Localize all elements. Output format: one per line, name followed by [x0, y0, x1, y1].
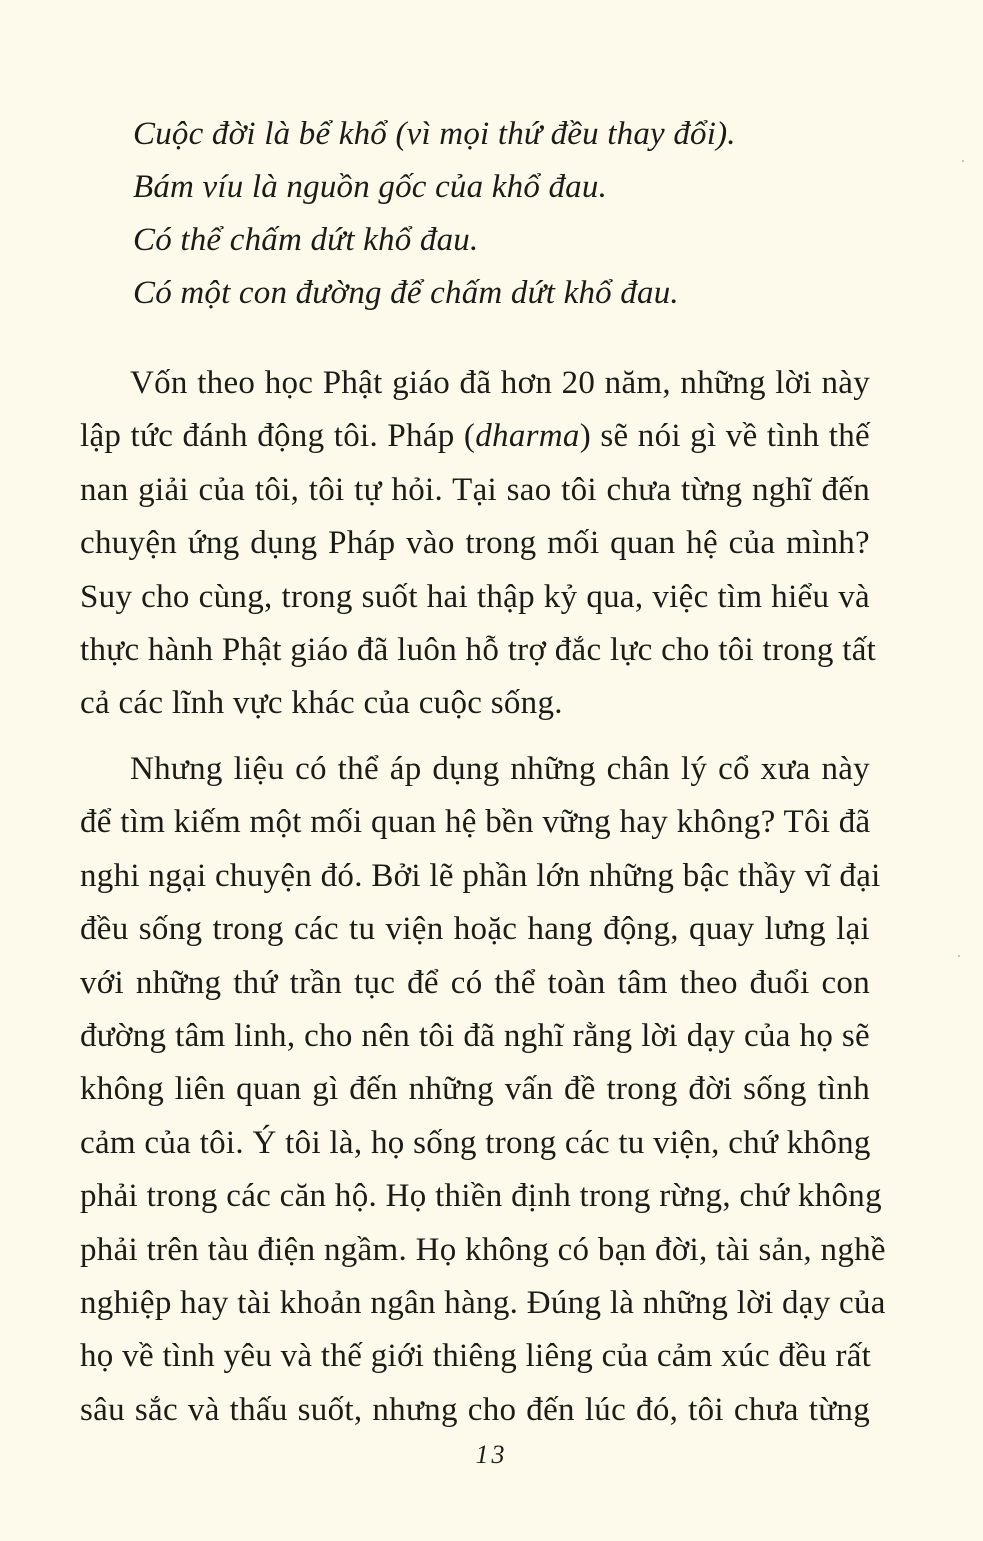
- paragraph-line: nghiệp hay tài khoản ngân hàng. Đúng là những lời dạy của: [80, 1285, 886, 1322]
- paragraph-line: đường tâm linh, cho nên tôi đã nghĩ rằng lời dạy của họ sẽ: [80, 1018, 870, 1055]
- paper-speck: [958, 955, 960, 957]
- paragraph-line: phải trên tàu điện ngầm. Họ không có bạn đời, tài sản, nghề: [80, 1231, 886, 1268]
- verse-line: Có một con đường để chấm dứt khổ đau.: [133, 275, 679, 311]
- paragraph-line: phải trong các căn hộ. Họ thiền định trong rừng, chứ không: [80, 1178, 882, 1215]
- dharma-term: dharma: [475, 418, 580, 455]
- verse-line: Cuộc đời là bể khổ (vì mọi thứ đều thay đổi).: [133, 116, 736, 152]
- paragraph-line: nghi ngại chuyện đó. Bởi lẽ phần lớn những bậc thầy vĩ đại: [80, 857, 881, 894]
- paragraph-line: cả các lĩnh vực khác của cuộc sống.: [80, 685, 563, 722]
- page-number: 13: [475, 1440, 508, 1469]
- paragraph-line: chuyện ứng dụng Pháp vào trong mối quan hệ của mình?: [80, 525, 870, 562]
- verse-block: [133, 108, 893, 320]
- paragraph-line: Nhưng liệu có thể áp dụng những chân lý cổ xưa này: [130, 751, 870, 787]
- paragraph-line: nan giải của tôi, tôi tự hỏi. Tại sao tôi chưa từng nghĩ đến: [80, 471, 870, 508]
- paragraph-1: [80, 357, 877, 731]
- verse-line: Có thể chấm dứt khổ đau.: [133, 222, 479, 258]
- paragraph-line: cảm của tôi. Ý tôi là, họ sống trong các tu viện, chứ không: [80, 1124, 871, 1161]
- paragraph-2: [80, 743, 886, 1437]
- paragraph-line: họ về tình yêu và thế giới thiêng liêng của cảm xúc đều rất: [80, 1338, 872, 1375]
- paragraph-line-part: lập tức đánh động tôi. Pháp (: [80, 418, 476, 455]
- paragraph-line: Suy cho cùng, trong suốt hai thập kỷ qua, việc tìm hiểu và: [80, 578, 870, 615]
- paragraph-line: thực hành Phật giáo đã luôn hỗ trợ đắc lực cho tôi trong tất: [80, 632, 877, 669]
- paragraph-line: với những thứ trần tục để có thể toàn tâm theo đuổi con: [80, 964, 870, 1001]
- paragraph-line: Vốn theo học Phật giáo đã hơn 20 năm, những lời này: [130, 365, 870, 401]
- verse-line: Bám víu là nguồn gốc của khổ đau.: [133, 169, 608, 205]
- paragraph-line-part: ) sẽ nói gì về tình thế: [579, 418, 870, 455]
- paper-speck: [962, 160, 964, 162]
- paragraph-line: đều sống trong các tu viện hoặc hang động, quay lưng lại: [80, 911, 870, 948]
- paragraph-line: sâu sắc và thấu suốt, nhưng cho đến lúc đó, tôi chưa từng: [80, 1391, 870, 1428]
- paragraph-line: để tìm kiếm một mối quan hệ bền vững hay không? Tôi đã: [80, 804, 871, 841]
- paragraph-line: không liên quan gì đến những vấn đề trong đời sống tình: [80, 1071, 870, 1108]
- paragraph-line: [80, 410, 870, 463]
